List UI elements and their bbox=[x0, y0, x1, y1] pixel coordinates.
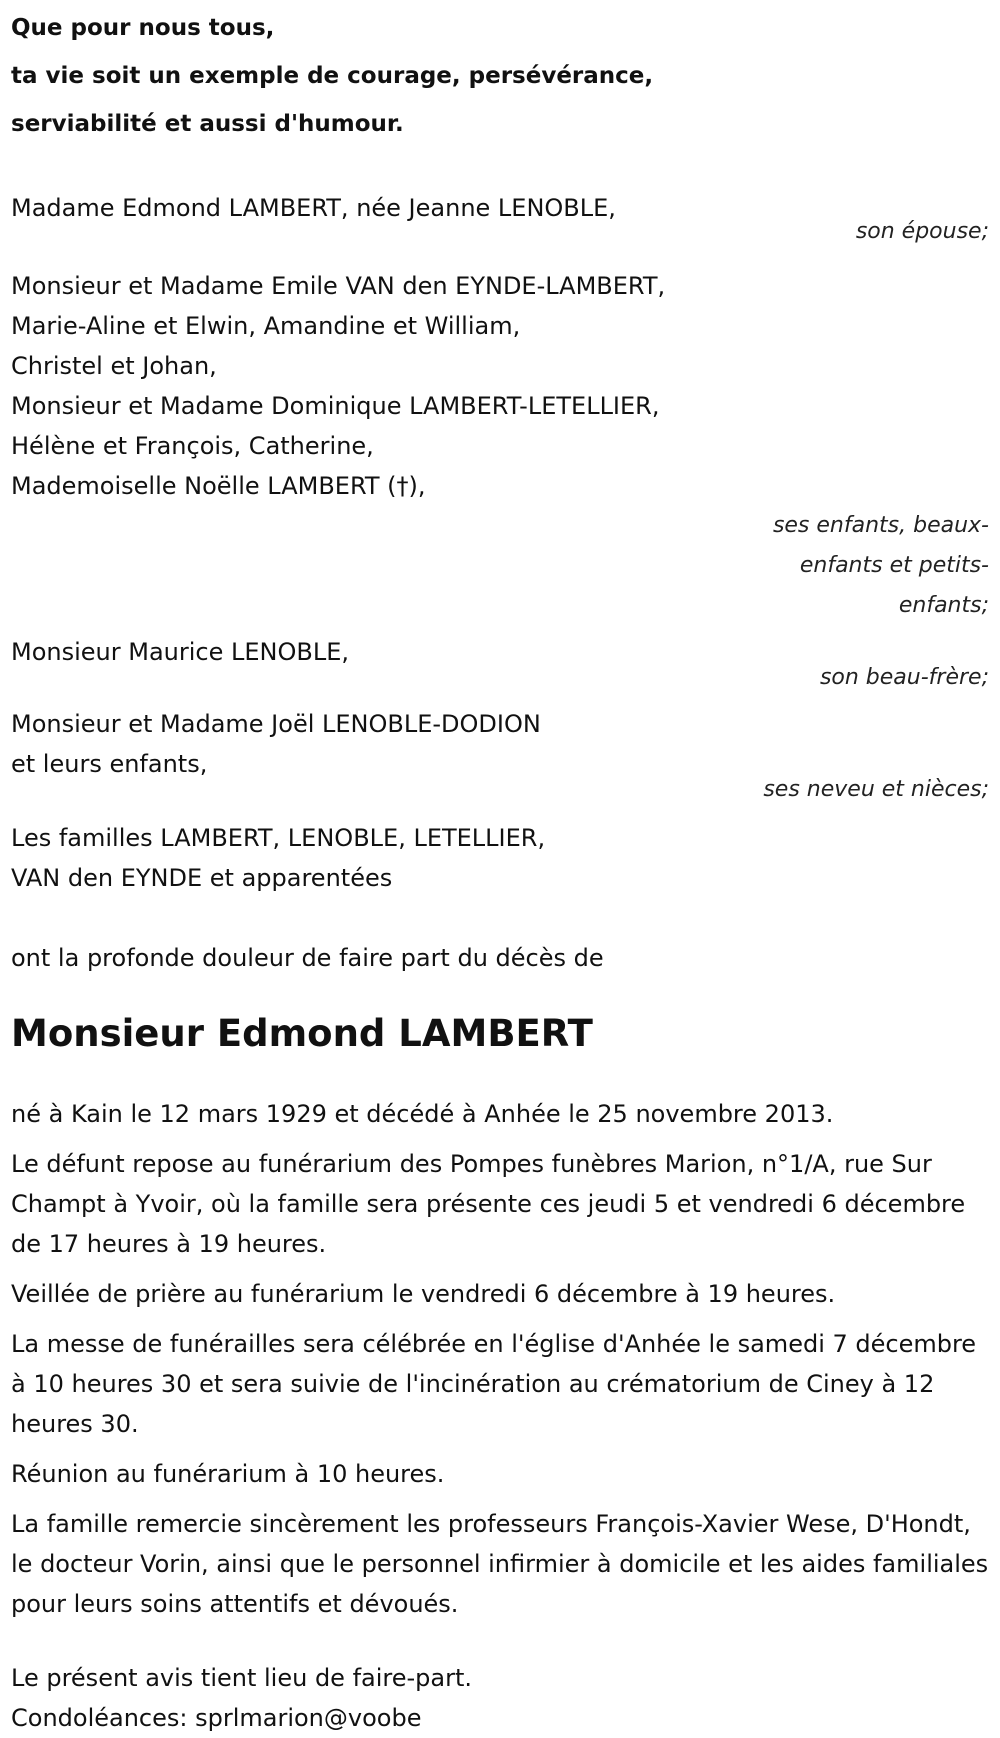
relation-label: son épouse; bbox=[855, 219, 989, 244]
family-group-families bbox=[11, 818, 989, 898]
family-group-children bbox=[11, 266, 989, 626]
family-name-line: VAN den EYNDE et apparentées bbox=[11, 864, 393, 892]
quote-line: serviabilité et aussi d'humour. bbox=[11, 111, 404, 137]
detail-paragraph: La famille remercie sincèrement les professeurs François-Xavier Wese, D'Hondt, le docteur Vorin, ainsi que le personnel infirmier à domicile et les aides familiales pour leurs soins attentifs et dévoués. bbox=[11, 1510, 989, 1618]
family-name-line: Monsieur et Madame Joël LENOBLE-DODION bbox=[11, 710, 541, 738]
condolences-text: Condoléances: sprlmarion@voobe bbox=[11, 1704, 422, 1732]
family-name-line: Hélène et François, Catherine, bbox=[11, 432, 374, 460]
detail-paragraph: Veillée de prière au funérarium le vendredi 6 décembre à 19 heures. bbox=[11, 1280, 836, 1308]
footer bbox=[11, 1658, 989, 1738]
family-name-line: Mademoiselle Noëlle LAMBERT (†), bbox=[11, 472, 426, 500]
quote-line: Que pour nous tous, bbox=[11, 15, 275, 41]
family-name-line: Marie-Aline et Elwin, Amandine et William, bbox=[11, 312, 521, 340]
family-group-nephews bbox=[11, 704, 989, 810]
family-name-line: Madame Edmond LAMBERT, née Jeanne LENOBLE, bbox=[11, 194, 616, 222]
family-name-line: et leurs enfants, bbox=[11, 750, 208, 778]
relation-label: ses neveu et nièces; bbox=[763, 777, 989, 802]
family-name-line: Monsieur Maurice LENOBLE, bbox=[11, 638, 350, 666]
relation-label: ses enfants, beaux-enfants et petits-enfants; bbox=[772, 513, 989, 618]
quote-line: ta vie soit un exemple de courage, persévérance, bbox=[11, 63, 654, 89]
family-name-line: Christel et Johan, bbox=[11, 352, 217, 380]
family-name-line: Les familles LAMBERT, LENOBLE, LETELLIER, bbox=[11, 824, 546, 852]
funeral-details bbox=[11, 1094, 989, 1624]
notice-text: Le présent avis tient lieu de faire-part. bbox=[11, 1664, 473, 1692]
announcement-text: ont la profonde douleur de faire part du décès de bbox=[11, 944, 604, 972]
detail-paragraph: Le défunt repose au funérarium des Pompes funèbres Marion, n°1/A, rue Sur Champt à Yvoir, où la famille sera présente ces jeudi 5 et vendredi 6 décembre de 17 heures à 19 heures. bbox=[11, 1150, 966, 1258]
deceased-name: Monsieur Edmond LAMBERT bbox=[11, 1012, 593, 1055]
detail-paragraph: Réunion au funérarium à 10 heures. bbox=[11, 1460, 445, 1488]
detail-paragraph: né à Kain le 12 mars 1929 et décédé à Anhée le 25 novembre 2013. bbox=[11, 1100, 834, 1128]
opening-quote bbox=[11, 0, 989, 148]
family-name-line: Monsieur et Madame Dominique LAMBERT-LETELLIER, bbox=[11, 392, 660, 420]
family-group-spouse bbox=[11, 188, 989, 252]
family-name-line: Monsieur et Madame Emile VAN den EYNDE-LAMBERT, bbox=[11, 272, 666, 300]
relation-label: son beau-frère; bbox=[819, 665, 989, 690]
family-group-brother-in-law bbox=[11, 632, 989, 698]
obituary-notice bbox=[11, 0, 989, 1738]
detail-paragraph: La messe de funérailles sera célébrée en l'église d'Anhée le samedi 7 décembre à 10 heures 30 et sera suivie de l'incinération au crématorium de Ciney à 12 heures 30. bbox=[11, 1330, 977, 1438]
